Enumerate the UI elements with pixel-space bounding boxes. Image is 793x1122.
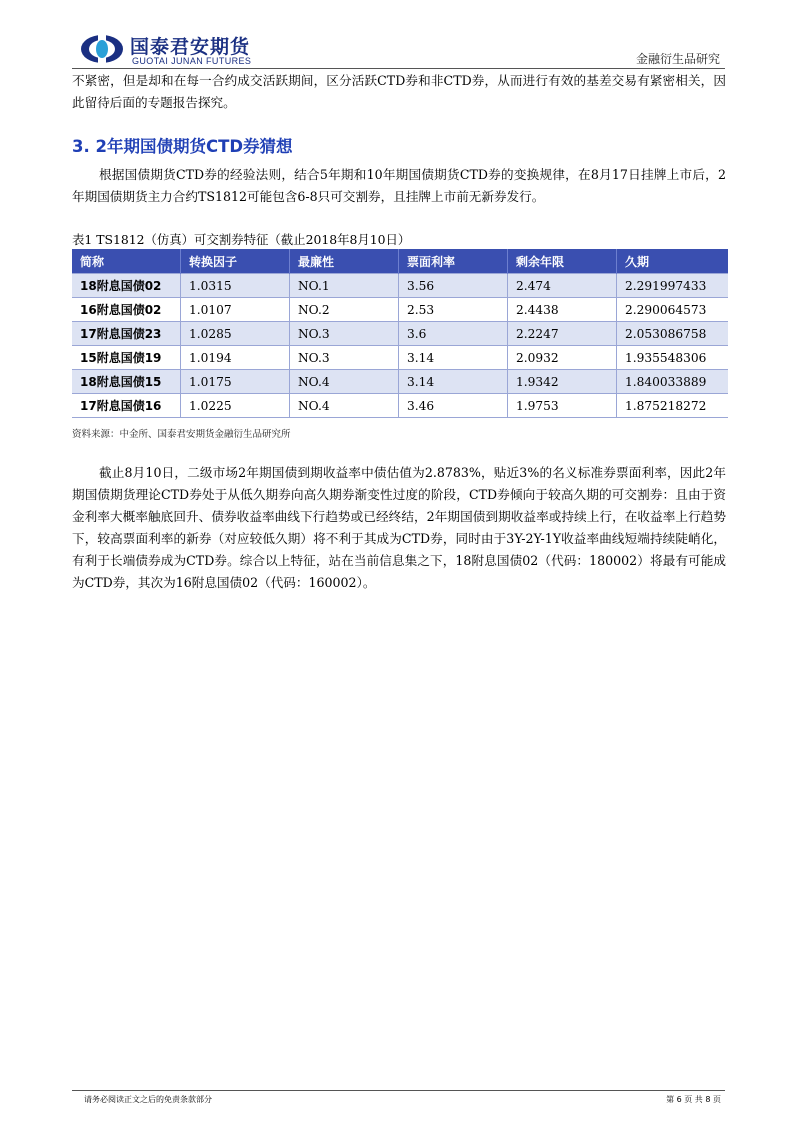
table-row <box>72 394 728 418</box>
header-cell-remaining-years: 剩余年限 <box>508 249 617 274</box>
cheapness-cell: NO.2 <box>290 298 399 322</box>
header-cell-name: 简称 <box>72 249 181 274</box>
header-cell-coupon-rate: 票面利率 <box>399 249 508 274</box>
table-row <box>72 274 728 298</box>
header-divider <box>72 68 725 69</box>
header-department-label: 金融衍生品研究 <box>635 52 720 66</box>
cheapness-cell: NO.3 <box>290 322 399 346</box>
logo-chinese-name: 国泰君安期货 <box>130 36 251 58</box>
coupon-rate-cell: 3.14 <box>399 346 508 370</box>
table-header-row <box>72 249 728 274</box>
duration-cell: 2.291997433 <box>617 274 729 298</box>
footer-disclaimer: 请务必阅读正文之后的免责条款部分 <box>84 1095 212 1104</box>
conversion-factor-cell: 1.0225 <box>181 394 290 418</box>
duration-cell: 1.935548306 <box>617 346 729 370</box>
coupon-rate-cell: 3.56 <box>399 274 508 298</box>
cheapness-cell: NO.1 <box>290 274 399 298</box>
remaining-years-cell: 2.2247 <box>508 322 617 346</box>
body-paragraph-2: 根据国债期货CTD券的经验法则，结合5年期和10年期国债期货CTD券的变换规律，在8月17日挂牌上市后，2年期国债期货主力合约TS1812可能包含6-8只可交割券，且挂牌上市前无新券发行。 <box>72 167 726 204</box>
bond-name-cell: 18附息国债02 <box>72 274 181 298</box>
remaining-years-cell: 2.474 <box>508 274 617 298</box>
remaining-years-cell: 1.9753 <box>508 394 617 418</box>
conversion-factor-cell: 1.0107 <box>181 298 290 322</box>
duration-cell: 1.875218272 <box>617 394 729 418</box>
header-cell-cheapness: 最廉性 <box>290 249 399 274</box>
conversion-factor-cell: 1.0194 <box>181 346 290 370</box>
coupon-rate-cell: 3.6 <box>399 322 508 346</box>
bond-name-cell: 18附息国债15 <box>72 370 181 394</box>
remaining-years-cell: 2.4438 <box>508 298 617 322</box>
cheapness-cell: NO.4 <box>290 394 399 418</box>
remaining-years-cell: 1.9342 <box>508 370 617 394</box>
table-row <box>72 322 728 346</box>
coupon-rate-cell: 3.46 <box>399 394 508 418</box>
deliverable-bonds-table <box>72 249 728 418</box>
body-paragraph-3: 截止8月10日，二级市场2年期国债到期收益率中债估值为2.8783%，贴近3%的名义标准券票面利率，因此2年期国债期货理论CTD券处于从低久期券向高久期券渐变性过度的阶段，CTD券倾向于较高久期的可交割券：且由于资金利率大概率触底回升、债券收益率曲线下行趋势或已经终结，2年期国债到期收益率或持续上行，在收益率上行趋势下，较高票面利率的新券（对应较低久期）将不利于其成为CTD券，同时由于3Y-2Y-1Y收益率曲线短端持续陡峭化，有利于长端债券成为CTD券。综合以上特征，站在当前信息集之下，18附息国债02（代码：180002）将最有可能成为CTD券，其次为16附息国债02（代码：160002）。 <box>72 465 726 590</box>
remaining-years-cell: 2.0932 <box>508 346 617 370</box>
page-header <box>72 30 722 70</box>
conversion-factor-cell: 1.0285 <box>181 322 290 346</box>
cheapness-cell: NO.4 <box>290 370 399 394</box>
conversion-factor-cell: 1.0175 <box>181 370 290 394</box>
guotai-junan-logo-icon <box>80 34 124 64</box>
bond-name-cell: 16附息国债02 <box>72 298 181 322</box>
header-cell-conversion-factor: 转换因子 <box>181 249 290 274</box>
cheapness-cell: NO.3 <box>290 346 399 370</box>
coupon-rate-cell: 2.53 <box>399 298 508 322</box>
table-row <box>72 346 728 370</box>
duration-cell: 1.840033889 <box>617 370 729 394</box>
data-source-note: 资料来源：中金所、国泰君安期货金融衍生品研究所 <box>72 429 291 440</box>
conversion-factor-cell: 1.0315 <box>181 274 290 298</box>
duration-cell: 2.290064573 <box>617 298 729 322</box>
section-title: 3. 2年期国债期货CTD券猜想 <box>72 137 293 156</box>
footer-divider <box>72 1090 725 1091</box>
bond-name-cell: 17附息国债23 <box>72 322 181 346</box>
header-cell-duration: 久期 <box>617 249 729 274</box>
duration-cell: 2.053086758 <box>617 322 729 346</box>
bond-name-cell: 15附息国债19 <box>72 346 181 370</box>
page-number: 第 6 页 共 8 页 <box>666 1095 721 1104</box>
table-caption: 表1 TS1812（仿真）可交割券特征（截止2018年8月10日） <box>72 232 411 247</box>
body-paragraph-1: 不紧密，但是却和在每一合约成交活跃期间，区分活跃CTD券和非CTD券，从而进行有效的基差交易有紧密相关，因此留待后面的专题报告探究。 <box>72 73 726 110</box>
coupon-rate-cell: 3.14 <box>399 370 508 394</box>
table-row <box>72 370 728 394</box>
table-row <box>72 298 728 322</box>
bond-name-cell: 17附息国债16 <box>72 394 181 418</box>
logo-english-name: GUOTAI JUNAN FUTURES <box>132 56 252 66</box>
